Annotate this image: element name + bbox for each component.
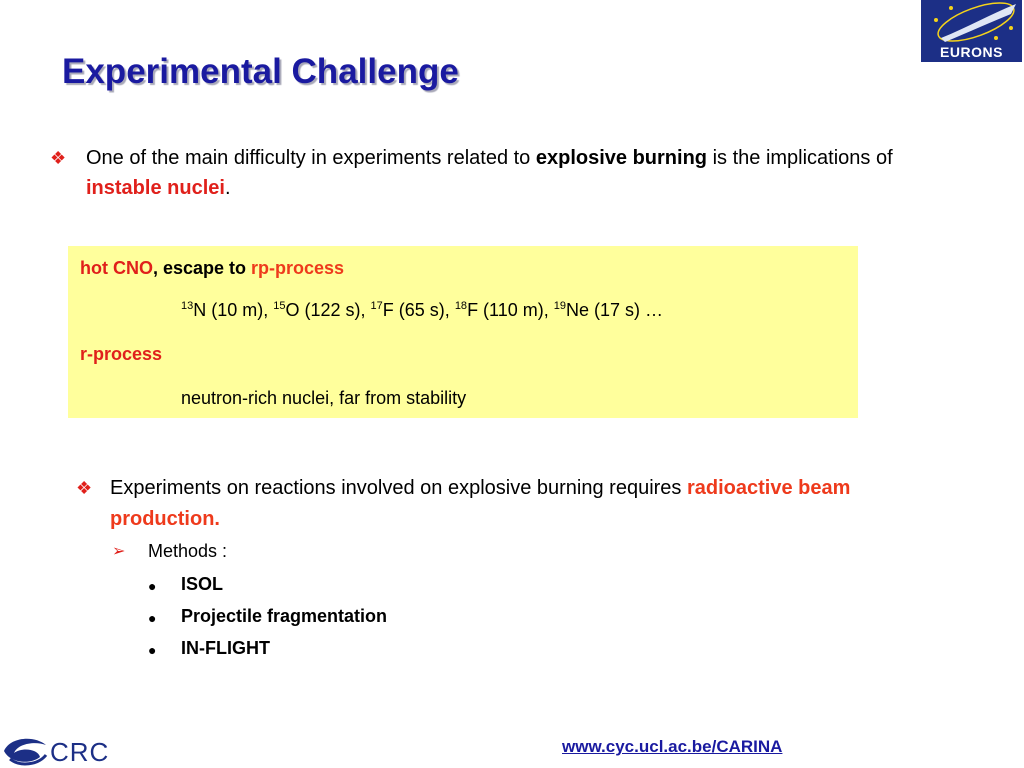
dot-bullet-icon: ● — [148, 578, 157, 594]
nucleus-ne19: $^{19}$Ne (17 s) … — [553, 300, 664, 320]
nucleus-f18: $^{18}$F (110 m), — [454, 300, 554, 320]
diamond-bullet-icon: ❖ — [50, 148, 67, 168]
method-in-flight: IN-FLIGHT — [181, 638, 270, 658]
highlight-box — [68, 246, 858, 418]
methods-label: Methods : — [148, 541, 228, 561]
eurons-logo-text: EURONS — [940, 44, 1003, 60]
bullet-text: One of the main difficulty in experiments related to explosive burning is the implications of instable nuclei. — [86, 147, 893, 199]
slide-title: Experimental Challenge — [62, 52, 459, 91]
method-projectile-fragmentation: Projectile fragmentation — [181, 606, 388, 626]
neutron-rich-line: neutron-rich nuclei, far from stability — [181, 388, 467, 408]
hot-cno-line: hot CNO, escape to rp-process — [80, 258, 345, 278]
r-process-label: r-process — [80, 344, 163, 364]
nucleus-o15: $^{15}$O (122 s), — [273, 300, 371, 320]
nucleus-f17: $^{17}$F (65 s), — [370, 300, 455, 320]
nuclei-list — [181, 300, 663, 321]
bullet-text: Experiments on reactions involved on explosive burning requires radioactive beam production. — [110, 477, 851, 530]
crc-logo — [0, 733, 135, 768]
diamond-bullet-icon: ❖ — [76, 478, 93, 498]
method-isol: ISOL — [181, 574, 224, 594]
carina-url-link[interactable]: www.cyc.ucl.ac.be/CARINA — [562, 737, 783, 756]
crc-logo-text: CRC — [50, 737, 110, 767]
dot-bullet-icon: ● — [148, 642, 157, 658]
crc-swirl-icon — [0, 733, 50, 768]
nucleus-n13: $^{13}$N (10 m), — [181, 300, 274, 320]
eurons-logo — [921, 0, 1022, 62]
arrow-bullet-icon: ➢ — [112, 543, 126, 560]
dot-bullet-icon: ● — [148, 610, 157, 626]
